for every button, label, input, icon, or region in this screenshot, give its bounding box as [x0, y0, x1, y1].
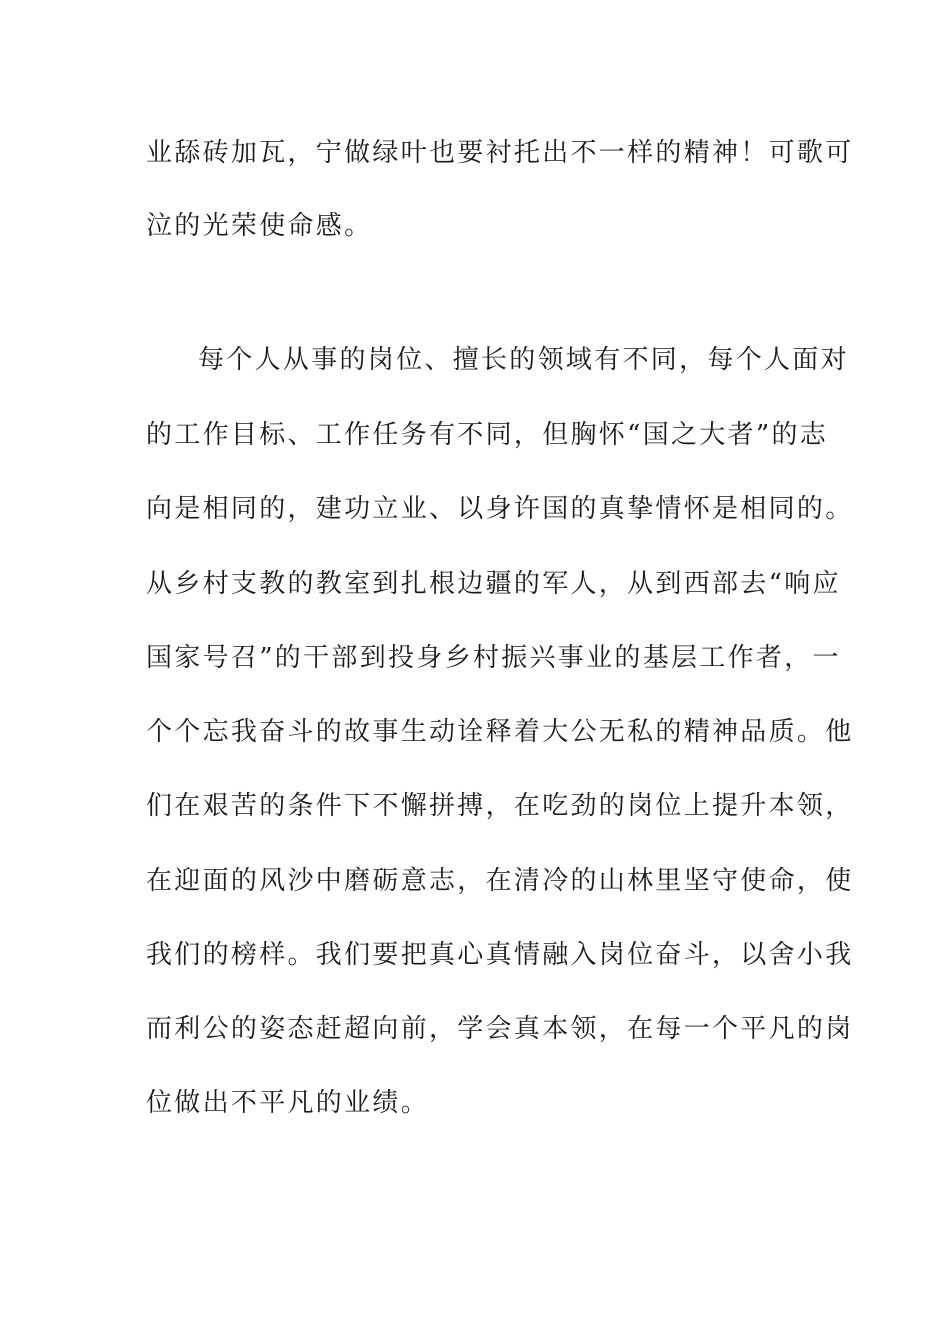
paragraph-2-line-2: 的工作目标、工作任务有不同，但胸怀“国之大者”的志 — [146, 420, 829, 450]
paragraph-2-line-6: 个个忘我奋斗的故事生动诠释着大公无私的精神品质。他 — [146, 717, 854, 747]
paragraph-2-line-3: 向是相同的，建功立业、以身许国的真挚情怀是相同的。 — [146, 494, 854, 524]
paragraph-2-line-10: 而利公的姿态赶超向前，学会真本领，在每一个平凡的岗 — [146, 1014, 854, 1044]
paragraph-1-line-2: 泣的光荣使命感。 — [146, 211, 373, 241]
paragraph-2-line-11: 位做出不平凡的业绩。 — [146, 1088, 430, 1118]
paragraph-2-line-1: 每个人从事的岗位、擅长的领域有不同，每个人面对 — [198, 345, 849, 375]
paragraph-2-line-4: 从乡村支教的教室到扎根边疆的军人，从到西部去“响应 — [146, 569, 841, 599]
paragraph-2-line-7: 们在艰苦的条件下不懈拼搏，在吃劲的岗位上提升本领， — [146, 791, 854, 821]
paragraph-2-line-8: 在迎面的风沙中磨砺意志，在清冷的山林里坚守使命，使 — [146, 866, 854, 896]
paragraph-1-line-1: 业舔砖加瓦，宁做绿叶也要衬托出不一样的精神！可歌可 — [146, 138, 854, 168]
paragraph-2-line-5: 国家号召”的干部到投身乡村振兴事业的基层工作者，一 — [146, 643, 841, 673]
paragraph-2-line-9: 我们的榜样。我们要把真心真情融入岗位奋斗，以舍小我 — [146, 940, 854, 970]
